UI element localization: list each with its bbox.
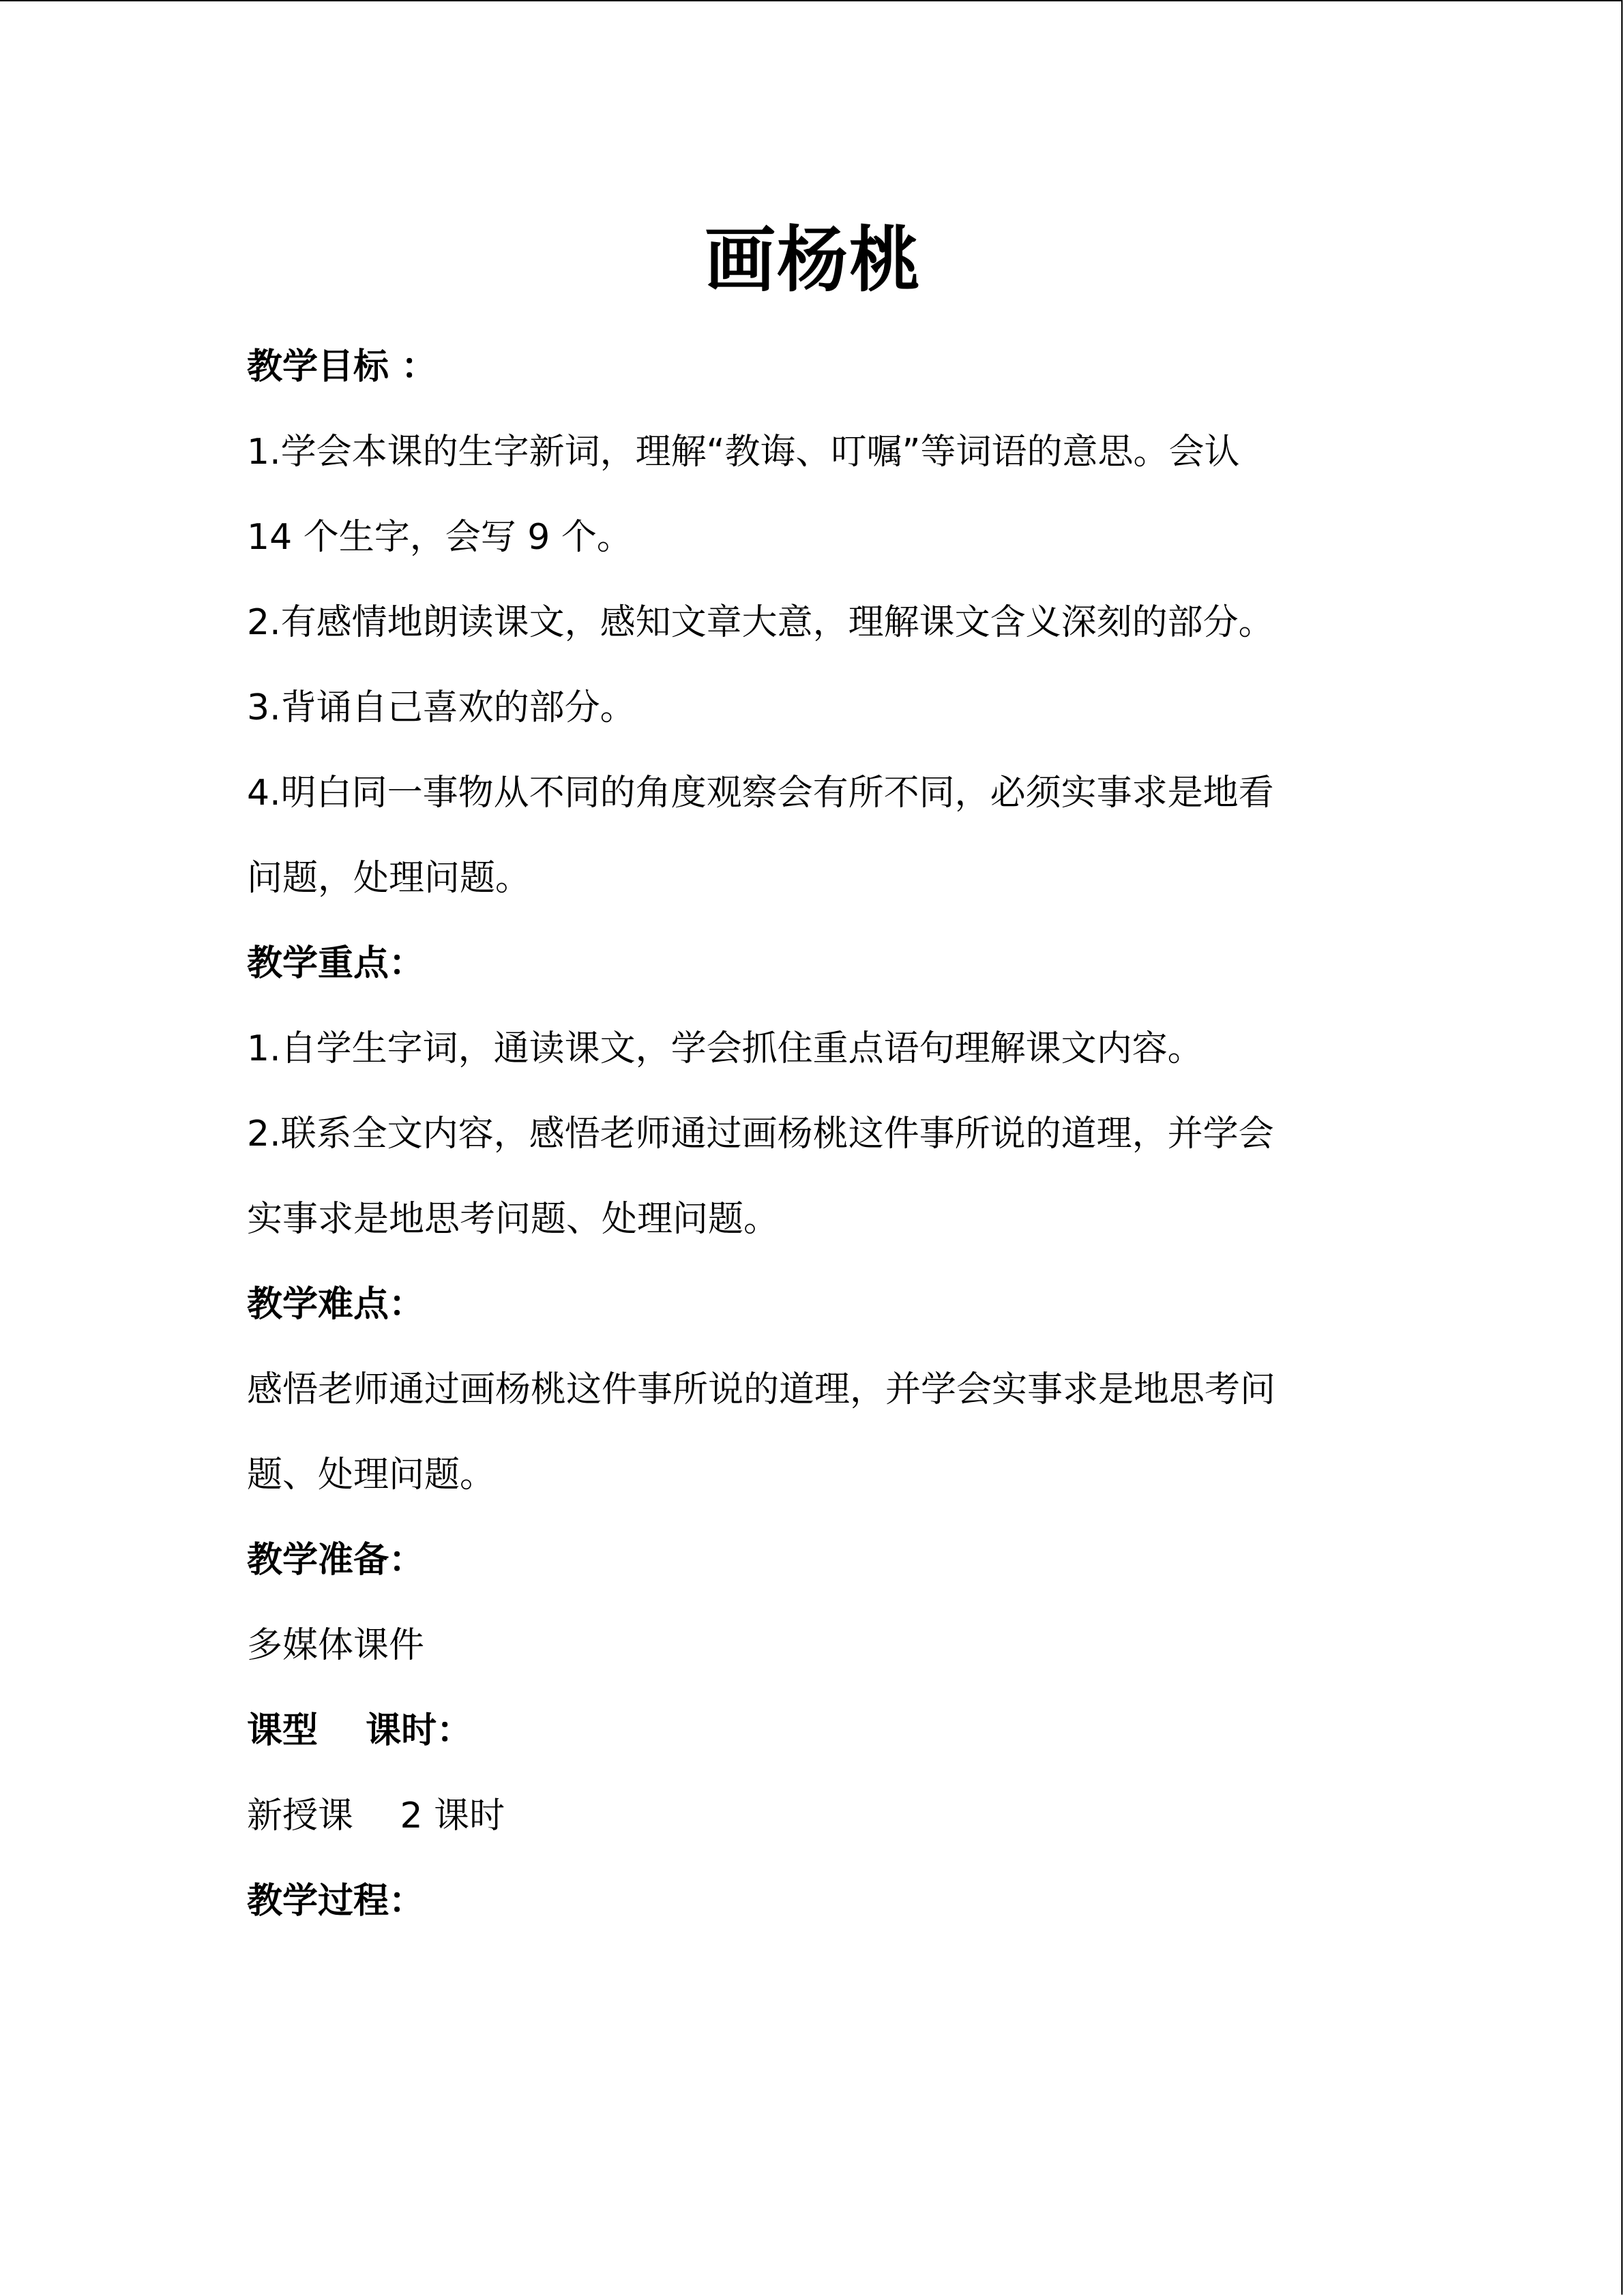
heading-process: 教学过程： — [247, 1881, 425, 1922]
goal-1-line-2: 14 个生字，会写 9 个。 — [247, 517, 632, 558]
heading-teaching-goals: 教学目标 ： — [247, 346, 437, 387]
heading-key-points: 教学重点： — [247, 943, 425, 984]
difficulty-line-2: 题、处理问题。 — [247, 1455, 496, 1495]
difficulty-line-1: 感悟老师通过画杨桃这件事所说的道理，并学会实事求是地思考问 — [247, 1369, 1276, 1410]
page-title: 画杨桃 — [704, 218, 921, 301]
lesson-type-text: 新授课 2 课时 — [247, 1795, 505, 1836]
key-point-2-line-2: 实事求是地思考问题、处理问题。 — [247, 1199, 780, 1240]
heading-preparation: 教学准备： — [247, 1540, 425, 1581]
goal-2: 2.有感情地朗读课文，感知文章大意，理解课文含义深刻的部分。 — [247, 602, 1274, 643]
goal-1-line-1: 1.学会本课的生字新词，理解“教诲、叮嘱”等词语的意思。会认 — [247, 432, 1240, 473]
heading-difficulties: 教学难点： — [247, 1284, 425, 1325]
preparation-text: 多媒体课件 — [247, 1625, 425, 1666]
goal-3: 3.背诵自己喜欢的部分。 — [247, 687, 636, 728]
goal-4-line-1: 4.明白同一事物从不同的角度观察会有所不同，必须实事求是地看 — [247, 773, 1274, 814]
key-point-2-line-1: 2.联系全文内容，感悟老师通过画杨桃这件事所说的道理，并学会 — [247, 1114, 1274, 1154]
heading-lesson-type: 课型 课时： — [247, 1710, 473, 1751]
goal-4-line-2: 问题，处理问题。 — [247, 858, 531, 899]
key-point-1: 1.自学生字词，通读课文，学会抓住重点语句理解课文内容。 — [247, 1028, 1203, 1069]
